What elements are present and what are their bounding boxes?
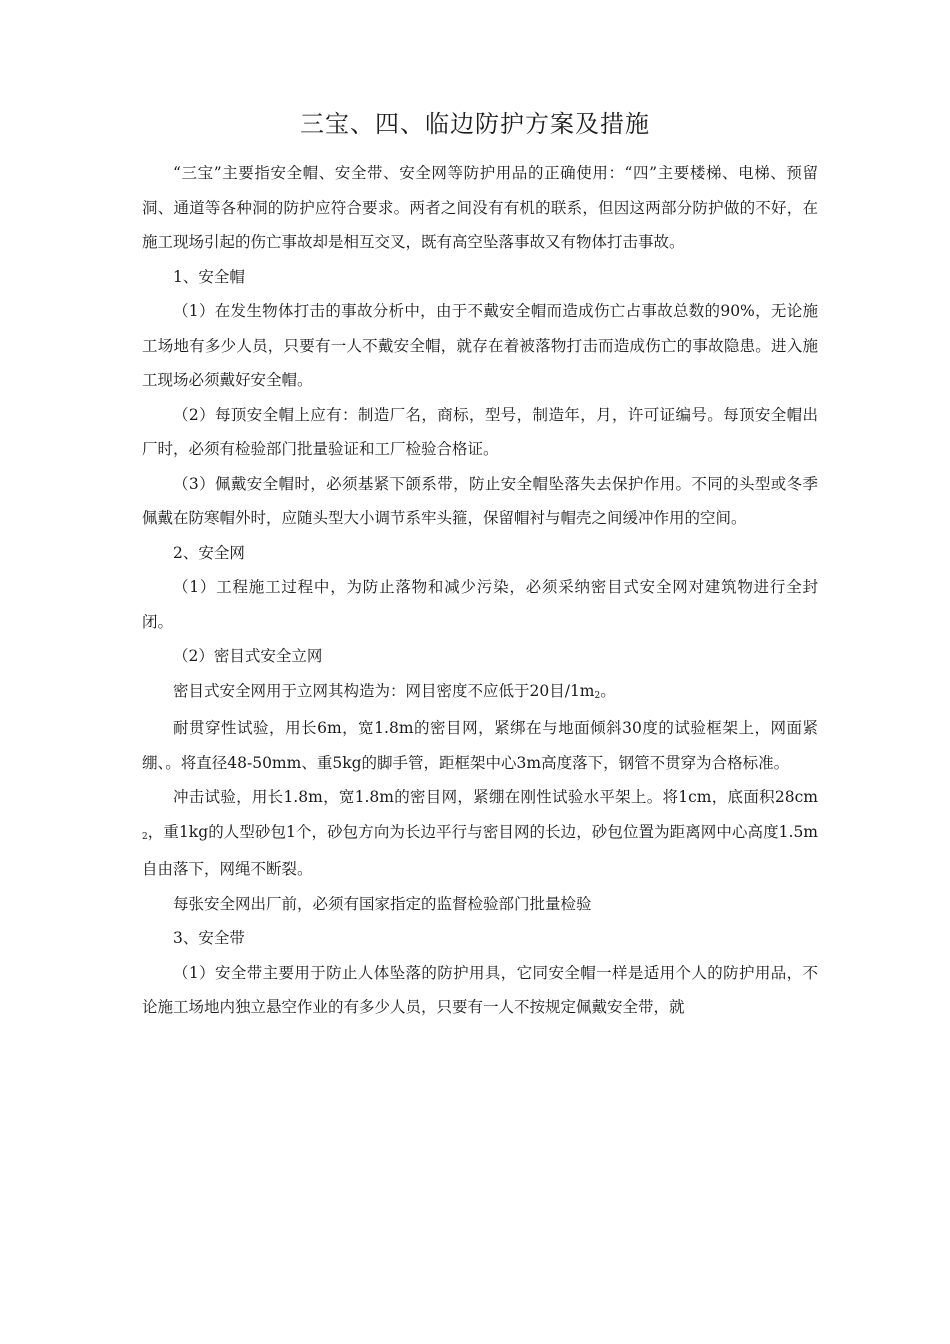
paragraph-intro: “三宝”主要指安全帽、安全带、安全网等防护用品的正确使用：“四”主要楼梯、电梯、预留洞、通道等各种洞的防护应符合要求。两者之间没有有机的联系，但因这两部分防护做的不好，在施工现场引起的伤亡事故却是相互交叉，既有高空坠落事故又有物体打击事故。 (142, 164, 818, 251)
impact-test-subscript: 2 (142, 831, 148, 842)
paragraph-helmet-3: （3）佩戴安全帽时，必须基紧下颌系带，防止安全帽坠落失去保护作用。不同的头型或冬季佩戴在防寒帽外时，应随头型大小调节系牢头箍，保留帽衬与帽壳之间缓冲作用的空间。 (142, 474, 818, 527)
paragraph-impact-test (142, 780, 818, 887)
paragraph-net-density (142, 674, 818, 712)
paragraph-net-1: （1）工程施工过程中，为防止落物和减少污染，必须采纳密目式安全网对建筑物进行全封闭。 (142, 578, 818, 631)
paragraph-belt-1: （1）安全带主要用于防止人体坠落的防护用具，它同安全帽一样是适用个人的防护用品，不论施工场地内独立悬空作业的有多少人员，只要有一人不按规定佩戴安全带，就 (142, 963, 818, 1016)
paragraph-helmet-2: （2）每顶安全帽上应有：制造厂名，商标，型号，制造年，月，许可证编号。每顶安全帽出厂时，必须有检验部门批量验证和工厂检验合格证。 (142, 405, 818, 458)
impact-test-text-b: ，重1kg的人型砂包1个，砂包方向为长边平行与密目网的长边，砂包位置为距离网中心高度1.5m自由落下，网绳不断裂。 (142, 822, 818, 878)
document-title: 三宝、四、临边防护方案及措施 (300, 110, 650, 138)
paragraph-penetration-test: 耐贯穿性试验，用长6m，宽1.8m的密目网，紧绑在与地面倾斜30度的试验框架上，网面紧绷、。将直径48-50mm、重5kg的脚手管，距框架中心3m高度落下，钢管不贯穿为合格标准。 (142, 719, 818, 772)
net-density-text: 密目式安全网用于立网其构造为：网目密度不应低于20目/1m (173, 681, 595, 700)
paragraph-net-inspection: 每张安全网出厂前，必须有国家指定的监督检验部门批量检验 (173, 894, 592, 913)
paragraph-net-2: （2）密目式安全立网 (173, 647, 323, 665)
net-density-subscript: 2 (594, 690, 601, 701)
section-heading-safety-net: 2、安全网 (173, 543, 245, 562)
net-density-period: 。 (600, 681, 616, 700)
section-heading-safety-belt: 3、安全带 (173, 929, 245, 947)
paragraph-helmet-1: （1）在发生物体打击的事故分析中，由于不戴安全帽而造成伤亡占事故总数的90%，无论施工场地有多少人员，只要有一人不戴安全帽，就存在着被落物打击而造成伤亡的事故隐患。进入施工现场必须戴好安全帽。 (142, 302, 818, 389)
document-body (142, 156, 818, 1025)
impact-test-text-a: 冲击试验，用长1.8m，宽1.8m的密目网，紧绷在刚性试验水平架上。将1cm，底面积28cm (173, 788, 818, 806)
section-heading-safety-helmet: 1、安全帽 (173, 267, 245, 286)
